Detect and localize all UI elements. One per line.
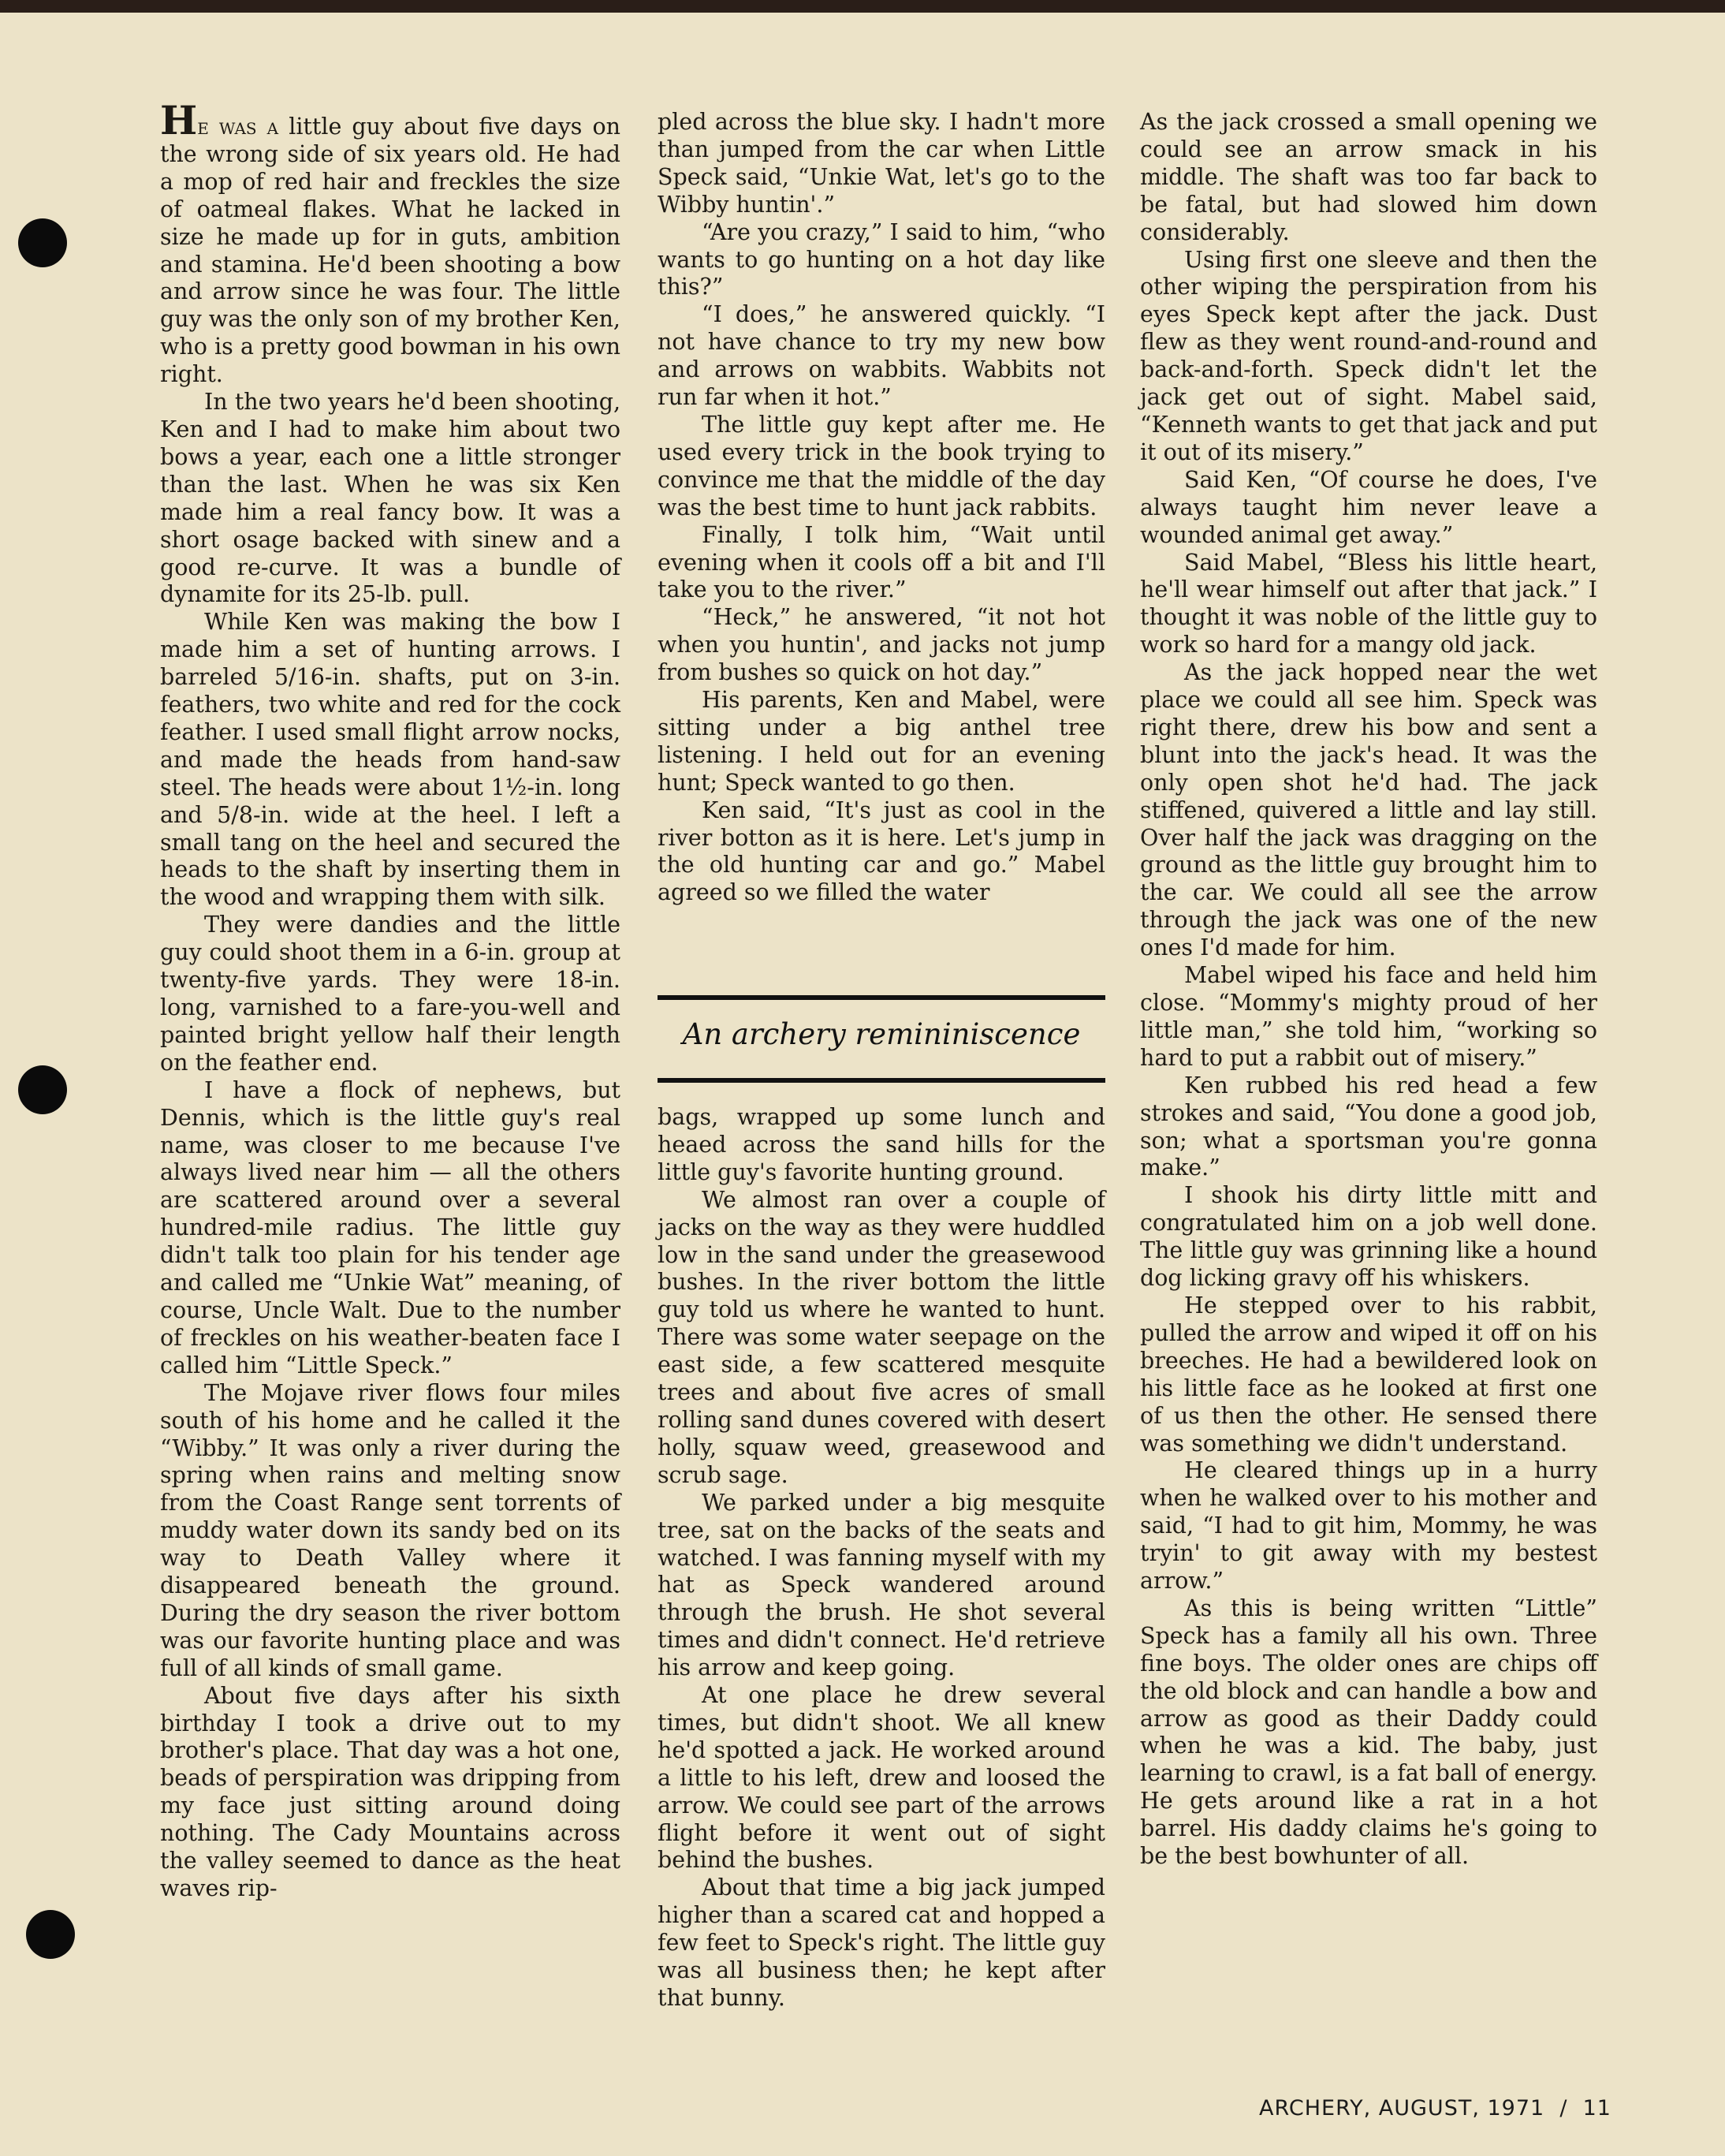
- article-column-1: [160, 97, 621, 1903]
- paragraph: pled across the blue sky. I hadn't more than jumped from the car when Little Speck said, “Unkie Wat, let's go to the Wibby huntin'.”: [658, 109, 1105, 218]
- paragraph: While Ken was making the bow I made him a set of hunting arrows. I barreled 5/16-in. shafts, put on 3-in. feathers, two white and red for the cock feather. I used small flight arrow nocks, and made the heads from hand-saw steel. The heads were about 1½-in. long and 5/8-in. wide at the heel. I left a small tang on the heel and secured the heads to the shaft by inserting them in the wood and wrapping them with silk.: [160, 609, 620, 911]
- article-subtitle: An archery remininiscence: [682, 1017, 1081, 1051]
- paragraph: “Heck,” he answered, “it not hot when you huntin', and jacks not jump from bushes so quick on hot day.”: [658, 604, 1105, 686]
- paragraph: I have a flock of nephews, but Dennis, which is the little guy's real name, was closer to me because I've always lived near him — all the others are scattered around over a several hundred-mile radius. The little guy didn't talk too plain for his tender age and called me “Unkie Wat” meaning, of course, Uncle Walt. Due to the number of freckles on his weather-beaten face I called him “Little Speck.”: [160, 1076, 620, 1378]
- binder-hole-bottom: [26, 1910, 75, 1959]
- paragraph: The little guy kept after me. He used every trick in the book trying to convince me that the middle of the day was the best time to hunt jack rabbits.: [658, 411, 1105, 520]
- paragraph: In the two years he'd been shooting, Ken and I had to make him about two bows a year, each one a little stronger than the last. When he was six Ken made him a real fancy bow. It was a short osage backed with sinew and a good re-curve. It was a bundle of dynamite for its 25-lb. pull.: [160, 389, 620, 608]
- paragraph: At one place he drew several times, but didn't shoot. We all knew he'd spotted a jack. He worked around a little to his left, drew and loosed the arrow. We could see part of the arrows flight before it went out of sight behind the bushes.: [658, 1682, 1105, 1874]
- paragraph: We parked under a big mesquite tree, sat on the backs of the seats and watched. I was fanning myself with my hat as Speck wandered around through the brush. He shot several times and didn't connect. He'd retrieve his arrow and keep going.: [658, 1489, 1105, 1681]
- paragraph: We almost ran over a couple of jacks on the way as they were huddled low in the sand under the greasewood bushes. In the river bottom the little guy told us where he wanted to hunt. There was some water seepage on the east side, a few scattered mesquite trees and about five acres of small rolling sand dunes covered with desert holly, squaw weed, greasewood and scrub sage.: [658, 1186, 1105, 1488]
- paragraph: Said Ken, “Of course he does, I've always taught him never leave a wounded animal get away.”: [1140, 466, 1597, 548]
- paragraph: His parents, Ken and Mabel, were sitting under a big anthel tree listening. I held out for an evening hunt; Speck wanted to go then.: [658, 687, 1105, 796]
- paragraph: Mabel wiped his face and held him close. “Mommy's mighty proud of her little man,” she told him, “working so hard to put a rabbit out of misery.”: [1140, 962, 1597, 1071]
- article-column-3: [1140, 109, 1597, 1871]
- binder-hole-middle: [18, 1065, 67, 1114]
- lead-small-caps: e was a: [197, 114, 279, 140]
- paragraph: As the jack crossed a small opening we could see an arrow smack in his middle. The shaft was too far back to be fatal, but had slowed him down considerably.: [1140, 109, 1597, 245]
- paragraph: bags, wrapped up some lunch and heaed across the sand hills for the little guy's favorite hunting ground.: [658, 1104, 1105, 1185]
- binder-hole-top: [18, 218, 67, 267]
- drop-cap: H: [160, 97, 198, 144]
- divider-rule-top: [658, 995, 1105, 1000]
- paragraph: Said Mabel, “Bless his little heart, he'll wear himself out after that jack.” I thought it was noble of the little guy to work so hard for a mangy old jack.: [1140, 549, 1597, 658]
- divider-rule-bottom: [658, 1078, 1105, 1083]
- page-footer: ARCHERY, AUGUST, 1971 / 11: [1258, 2096, 1611, 2121]
- paragraph: “Are you crazy,” I said to him, “who wants to go hunting on a hot day like this?”: [658, 218, 1105, 300]
- paragraph: He cleared things up in a hurry when he walked over to his mother and said, “I had to git him, Mommy, he was tryin' to git away with my bestest arrow.”: [1140, 1457, 1597, 1595]
- paragraph: As the jack hopped near the wet place we could all see him. Speck was right there, drew his bow and sent a blunt into the jack's head. It was the only open shot he'd had. The jack stiffened, quivered a little and lay still. Over half the jack was dragging on the ground as the little guy brought him to the car. We could all see the arrow through the jack was one of the new ones I'd made for him.: [1140, 659, 1597, 961]
- paragraph: He stepped over to his rabbit, pulled the arrow and wiped it off on his breeches. He had a bewildered look on his little face as he looked at first one of us then the other. He sensed there was something we didn't understand.: [1140, 1292, 1597, 1457]
- paragraph: “I does,” he answered quickly. “I not have chance to try my new bow and arrows on wabbits. Wabbits not run far when it hot.”: [658, 301, 1105, 411]
- paragraph: Ken said, “It's just as cool in the river botton as it is here. Let's jump in the old hunting car and go.” Mabel agreed so we filled the water: [658, 796, 1105, 906]
- paragraph: As this is being written “Little” Speck has a family all his own. Three fine boys. The older ones are chips off the old block and can handle a bow and arrow as good as their Daddy could when he was a kid. The baby, just learning to crawl, is a fat ball of energy. He gets around like a rat in a hot barrel. His daddy claims he's going to be the best bowhunter of all.: [1140, 1595, 1597, 1870]
- paragraph: Ken rubbed his red head a few strokes and said, “You done a good job, son; what a sportsman you're gonna make.”: [1140, 1072, 1597, 1181]
- paragraph: Using first one sleeve and then the other wiping the perspiration from his eyes Speck kept after the jack. Dust flew as they went round-and-round and back-and-forth. Speck didn't let the jack get out of sight. Mabel said, “Kenneth wants to get that jack and put it out of its misery.”: [1140, 246, 1597, 465]
- paragraph: About that time a big jack jumped higher than a scared cat and hopped a few feet to Speck's right. The little guy was all business then; he kept after that bunny.: [658, 1874, 1105, 2011]
- paragraph: Finally, I tolk him, “Wait until evening when it cools off a bit and I'll take you to the river.”: [658, 521, 1105, 603]
- paragraph: They were dandies and the little guy could shoot them in a 6-in. group at twenty-five yards. They were 18-in. long, varnished to a fare-you-well and painted bright yellow half their length on the feather end.: [160, 912, 620, 1076]
- paragraph: I shook his dirty little mitt and congratulated him on a job well done. The little guy was grinning like a hound dog licking gravy off his whiskers.: [1140, 1182, 1597, 1292]
- top-edge-bar: [0, 0, 1725, 13]
- article-column-2-bottom: [658, 1104, 1105, 2012]
- article-column-2-top: [658, 109, 1105, 907]
- opening-paragraph: [160, 97, 621, 389]
- paragraph: little guy about five days on the wrong side of six years old. He had a mop of red hair and freckles the size of oatmeal flakes. What he lacked in size he made up for in guts, ambition and stamina. He'd been shooting a bow and arrow since he was four. The little guy was the only son of my brother Ken, who is a pretty good bowman in his own right.: [160, 114, 621, 388]
- paragraph: The Mojave river flows four miles south of his home and he called it the “Wibby.” It was only a river during the spring when rains and melting snow from the Coast Range sent torrents of muddy water down its sandy bed on its way to Death Valley where it disappeared beneath the ground. During the dry season the river bottom was our favorite hunting place and was full of all kinds of small game.: [160, 1379, 620, 1681]
- paragraph: About five days after his sixth birthday I took a drive out to my brother's place. That day was a hot one, beads of perspiration was dripping from my face just sitting around doing nothing. The Cady Mountains across the valley seemed to dance as the heat waves rip-: [160, 1682, 620, 1901]
